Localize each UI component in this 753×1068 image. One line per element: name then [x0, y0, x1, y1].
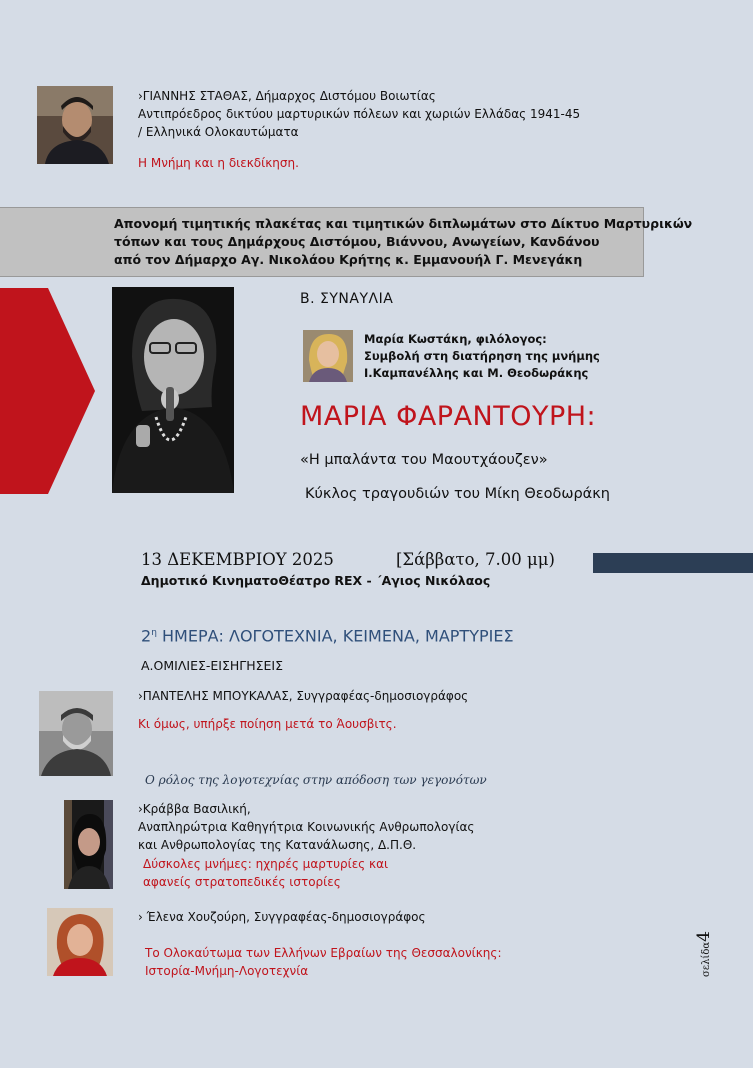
speaker-photo-stathas [37, 86, 113, 164]
event-date: 13 ΔΕΚΕΜΒΡΙΟΥ 2025 [141, 550, 334, 569]
event-venue: Δημοτικό ΚινηματοΘέατρο REX - ΄Αγιος Νικόλαος [141, 573, 491, 588]
speaker4-name: › Έλενα Χουζούρη, Συγγραφέας-δημοσιογράφος [138, 910, 426, 924]
speaker4-talk-title: Το Ολοκαύτωμα των Ελλήνων Εβραίων της Θεσσαλονίκης: [145, 946, 502, 960]
intro-speaker: Μαρία Κωστάκη, φιλόλογος: [364, 332, 547, 346]
speaker3-role: Αναπληρώτρια Καθηγήτρια Κοινωνικής Ανθρωπολογίας [138, 820, 475, 834]
section-heading: Α.ΟΜΙΛΙΕΣ-ΕΙΣΗΓΗΣΕΙΣ [141, 658, 284, 673]
speaker1-name: ›ΓΙΑΝΝΗΣ ΣΤΑΘΑΣ, Δήμαρχος Διστόμου Βοιωτίας [138, 89, 436, 103]
speaker-photo-kravva [64, 800, 113, 889]
red-arrow-shape [0, 288, 95, 494]
speaker3-role-cont: και Ανθρωπολογίας της Κατανάλωσης, Δ.Π.Θ. [138, 838, 417, 852]
speaker1-role: Αντιπρόεδρος δικτύου μαρτυρικών πόλεων και χωριών Ελλάδας 1941-45 [138, 107, 581, 121]
speaker2-talk-title: Κι όμως, υπήρξε ποίηση μετά το Άουσβιτς. [138, 717, 397, 731]
award-line-2: τόπων και τους Δημάρχους Διστόμου, Βιάννου, Ανωγείων, Κανδάνου [114, 234, 600, 249]
speaker-photo-boukalas [39, 691, 113, 776]
speaker4-talk-title-cont: Ιστορία-Μνήμη-Λογοτεχνία [145, 964, 309, 978]
intro-topic: Συμβολή στη διατήρηση της μνήμης [364, 349, 600, 363]
artist-name: ΜΑΡΙΑ ΦΑΡΑΝΤΟΥΡΗ: [300, 401, 597, 432]
page-number [684, 924, 724, 984]
event-time: [Σάββατο, 7.00 μμ) [396, 550, 555, 569]
day-title [141, 622, 514, 647]
accent-bar [593, 553, 753, 573]
speaker3-name: ›Κράββα Βασιλική, [138, 802, 251, 816]
kostaki-photo [303, 330, 353, 382]
concert-work: «Η μπαλάντα του Μαουτχάουζεν» [300, 452, 548, 468]
speaker3-talk-title: Δύσκολες μνήμες: ηχηρές μαρτυρίες και [143, 857, 389, 871]
day-title-text: ΗΜΕΡΑ: ΛΟΓΟΤΕΧΝΙΑ, ΚΕΙΜΕΝΑ, ΜΑΡΤΥΡΙΕΣ [156, 626, 514, 646]
concert-cycle: Κύκλος τραγουδιών του Μίκη Θεοδωράκη [305, 486, 610, 502]
award-line-3: από τον Δήμαρχο Αγ. Νικολάου Κρήτης κ. Εμμανουήλ Γ. Μενεγάκη [114, 252, 583, 267]
farantouri-photo [112, 287, 234, 493]
award-line-1: Απονομή τιμητικής πλακέτας και τιμητικών διπλωμάτων στο Δίκτυο Μαρτυρικών [114, 216, 693, 231]
intro-topic-cont: Ι.Καμπανέλλης και Μ. Θεοδωράκης [364, 366, 589, 380]
page-label: σελίδα [701, 941, 712, 977]
speaker3-talk-title-cont: αφανείς στρατοπεδικές ιστορίες [143, 875, 341, 889]
speaker1-talk-title: Η Μνήμη και η διεκδίκηση. [138, 156, 299, 170]
speaker-photo-chouzouri [47, 908, 113, 976]
theme-text: Ο ρόλος της λογοτεχνίας στην απόδοση των γεγονότων [145, 773, 487, 787]
speaker2-name: ›ΠΑΝΤΕΛΗΣ ΜΠΟΥΚΑΛΑΣ, Συγγραφέας-δημοσιογράφος [138, 689, 469, 703]
day-number-suffix: η [151, 628, 157, 638]
speaker1-role-cont: / Ελληνικά Ολοκαυτώματα [138, 125, 299, 139]
concert-heading: Β. ΣΥΝΑΥΛΙΑ [300, 291, 394, 307]
day-number: 2 [141, 626, 152, 646]
page-num: 4 [694, 931, 714, 942]
